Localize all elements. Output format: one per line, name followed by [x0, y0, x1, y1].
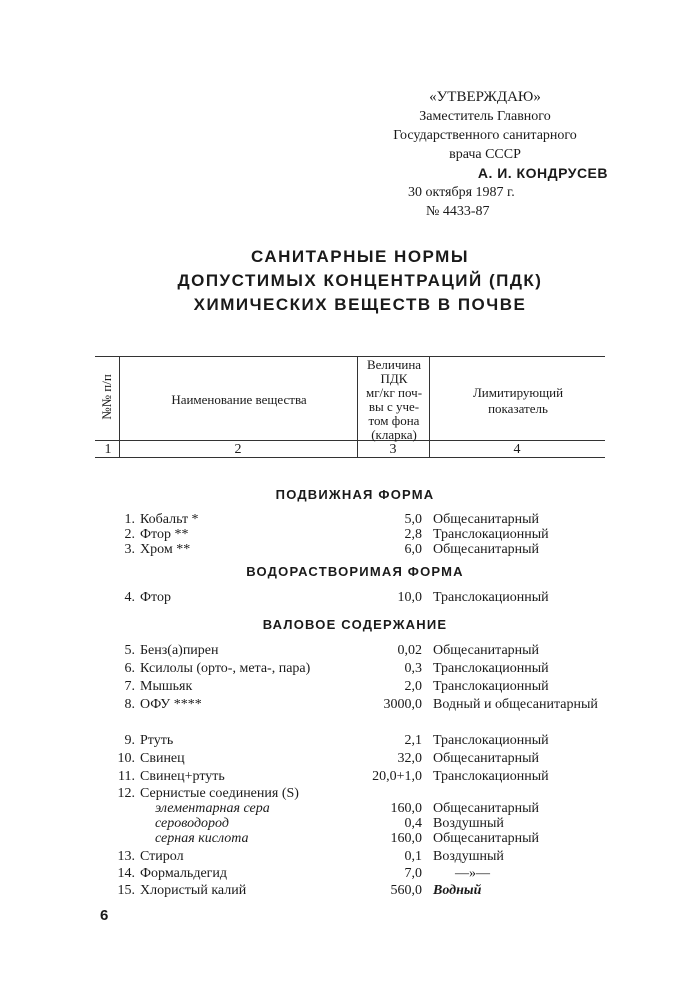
- approval-line1: Заместитель Главного: [419, 109, 551, 124]
- table-row: [95, 769, 615, 785]
- pdk-value: 20,0+1,0: [372, 769, 422, 784]
- pdk-value: 0,4: [404, 816, 422, 831]
- row-number: 9.: [124, 733, 135, 748]
- limiting-indicator: Воздушный: [433, 816, 504, 831]
- col-value-line: Величина: [366, 357, 422, 372]
- col-value-line: вы с уче-: [368, 399, 420, 414]
- limiting-indicator: Водный и общесанитарный: [433, 697, 598, 712]
- row-number: 3.: [124, 542, 135, 557]
- pdk-value: 2,0: [404, 679, 422, 694]
- col-num-1: 1: [104, 442, 112, 457]
- col-value-line: ПДК: [380, 371, 408, 386]
- pdk-value: 160,0: [390, 801, 422, 816]
- limiting-indicator: Транслокационный: [433, 527, 549, 542]
- table-row: [95, 849, 615, 865]
- section-total-content: ВАЛОВОЕ СОДЕРЖАНИЕ: [262, 617, 448, 632]
- limiting-indicator: Общесанитарный: [433, 801, 540, 816]
- pdk-value: 2,8: [404, 527, 422, 542]
- title-line2: ДОПУСТИМЫХ КОНЦЕНТРАЦИЙ (ПДК): [177, 271, 543, 290]
- col-value-line: (кларка): [371, 427, 417, 442]
- substance-name: Формальдегид: [140, 866, 228, 881]
- limiting-indicator: Воздушный: [433, 849, 504, 864]
- limiting-indicator: Общесанитарный: [433, 643, 540, 658]
- row-number: 15.: [117, 883, 135, 898]
- approval-block: [360, 88, 610, 221]
- limiting-indicator: Транслокационный: [433, 733, 549, 748]
- substance-name: элементарная сера: [155, 801, 270, 816]
- substance-name: Стирол: [140, 849, 184, 864]
- title-line1: САНИТАРНЫЕ НОРМЫ: [251, 247, 469, 266]
- table-top-rule: [95, 356, 605, 357]
- substance-name: серная кислота: [155, 831, 249, 846]
- col-indicator-line: показатель: [488, 401, 548, 416]
- row-number: 11.: [118, 769, 135, 784]
- substance-name: Мышьяк: [140, 679, 193, 694]
- pdk-value: 3000,0: [383, 697, 422, 712]
- table-row: [95, 786, 615, 802]
- substance-name: Кобальт *: [140, 512, 199, 527]
- col-value-header: [359, 358, 429, 442]
- table-row: [95, 527, 615, 543]
- table-row: [95, 751, 615, 767]
- pdk-value: 0,1: [404, 849, 422, 864]
- table-header: [95, 356, 605, 458]
- page-number: 6: [100, 907, 109, 924]
- approval-line2: Государственного санитарного: [393, 128, 577, 143]
- row-number: 12.: [117, 786, 135, 801]
- row-number: 4.: [124, 590, 135, 605]
- pdk-value: 0,3: [404, 661, 422, 676]
- substance-name: Фтор: [140, 590, 171, 605]
- table-row: [95, 831, 615, 847]
- limiting-indicator: Транслокационный: [433, 661, 549, 676]
- col-num-2: 2: [234, 442, 242, 457]
- limiting-indicator: —»—: [455, 866, 490, 881]
- table-header-rule: [95, 440, 605, 441]
- table-row: [95, 542, 615, 558]
- limiting-indicator: Общесанитарный: [433, 751, 540, 766]
- substance-name: ОФУ ****: [140, 697, 202, 712]
- substance-name: Свинец: [140, 751, 185, 766]
- row-number: 14.: [117, 866, 135, 881]
- substance-name: Хром **: [140, 542, 191, 557]
- table-row: [95, 643, 615, 659]
- pdk-value: 6,0: [404, 542, 422, 557]
- section-water-soluble-form: ВОДОРАСТВОРИМАЯ ФОРМА: [246, 564, 464, 579]
- table-row: [95, 661, 615, 677]
- pdk-value: 7,0: [404, 866, 422, 881]
- approval-heading: «УТВЕРЖДАЮ»: [429, 89, 541, 105]
- row-number: 8.: [124, 697, 135, 712]
- pdk-value: 160,0: [390, 831, 422, 846]
- pdk-value: 560,0: [390, 883, 422, 898]
- table-row: [95, 697, 615, 729]
- col-indicator-header: [431, 385, 605, 417]
- limiting-indicator: Общесанитарный: [433, 512, 540, 527]
- table-row: [95, 733, 615, 749]
- row-number: 1.: [124, 512, 135, 527]
- substance-name: Сернистые соединения (S): [140, 786, 299, 801]
- limiting-indicator: Общесанитарный: [433, 831, 540, 846]
- row-number: 13.: [117, 849, 135, 864]
- limiting-indicator: Транслокационный: [433, 769, 549, 784]
- pdk-value: 2,1: [404, 733, 422, 748]
- section-mobile-form: ПОДВИЖНАЯ ФОРМА: [275, 487, 435, 502]
- table-row: [95, 590, 615, 606]
- table-row: [95, 801, 615, 817]
- col-name-header: Наименование вещества: [171, 392, 307, 407]
- row-number: 6.: [124, 661, 135, 676]
- substance-name: Ксилолы (орто-, мета-, пара): [140, 661, 311, 676]
- pdk-value: 32,0: [397, 751, 422, 766]
- approval-number: № 4433-87: [426, 204, 490, 219]
- pdk-value: 5,0: [404, 512, 422, 527]
- row-number: 2.: [124, 527, 135, 542]
- substance-name: сероводород: [155, 816, 229, 831]
- limiting-indicator: Водный: [433, 883, 482, 898]
- table-row: [95, 866, 615, 882]
- substance-name: Свинец+ртуть: [140, 769, 225, 784]
- col-number-header: №№ п/п: [99, 374, 114, 420]
- col-value-line: том фона: [368, 413, 420, 428]
- substance-name: Хлористый калий: [140, 883, 247, 898]
- pdk-value: 10,0: [397, 590, 422, 605]
- limiting-indicator: Общесанитарный: [433, 542, 540, 557]
- approval-line3: врача СССР: [449, 147, 521, 162]
- approval-name: А. И. КОНДРУСЕВ: [477, 165, 608, 181]
- document-title: [100, 245, 620, 317]
- col-num-3: 3: [389, 442, 397, 457]
- limiting-indicator: Транслокационный: [433, 590, 549, 605]
- approval-date: 30 октября 1987 г.: [408, 185, 515, 200]
- table-row: [95, 512, 615, 528]
- col-num-4: 4: [513, 442, 521, 457]
- substance-name: Фтор **: [140, 527, 189, 542]
- table-row: [95, 883, 615, 899]
- col-indicator-line: Лимитирующий: [472, 385, 564, 400]
- title-line3: ХИМИЧЕСКИХ ВЕЩЕСТВ В ПОЧВЕ: [193, 295, 527, 314]
- substance-name: Бенз(а)пирен: [140, 643, 219, 658]
- row-number: 7.: [124, 679, 135, 694]
- table-row: [95, 679, 615, 695]
- table-row: [95, 816, 615, 832]
- col-value-line: мг/кг поч-: [365, 385, 423, 400]
- row-number: 10.: [117, 751, 135, 766]
- row-number: 5.: [124, 643, 135, 658]
- limiting-indicator: Транслокационный: [433, 679, 549, 694]
- pdk-value: 0,02: [397, 643, 422, 658]
- substance-name: Ртуть: [140, 733, 174, 748]
